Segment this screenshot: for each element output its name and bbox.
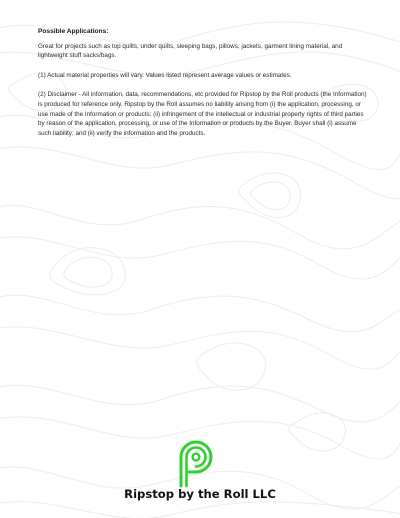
disclaimer-paragraph: (2) Disclaimer - All information, data, recommendations, etc provided for Ripstop by the Roll products (the Information) is produced for reference only. Ripstop by the Roll assumes no liability arising from (i) the application, processing, or use made of the Information or products; (ii) infringement of the intellectual or industrial property rights of third parties by reason of the application, processing, or use of the Information or products by the Buyer. Buyer shall (i) assume such liability; and (ii) verify the information and the products. [38,91,367,137]
section-heading: Possible Applications: [38,28,109,35]
note-1-paragraph: (1) Actual material properties will vary. Values listed represent average values or estimates. [38,71,292,79]
document-body [38,27,368,148]
applications-paragraph: Great for projects such as top quilts, under quilts, sleeping bags, pillows, jackets, garment lining material, and lightweight stuff sacks/bags. [38,42,343,60]
ripstop-p-logo-icon [178,440,214,488]
brand-name: Ripstop by the Roll LLC [124,487,276,501]
